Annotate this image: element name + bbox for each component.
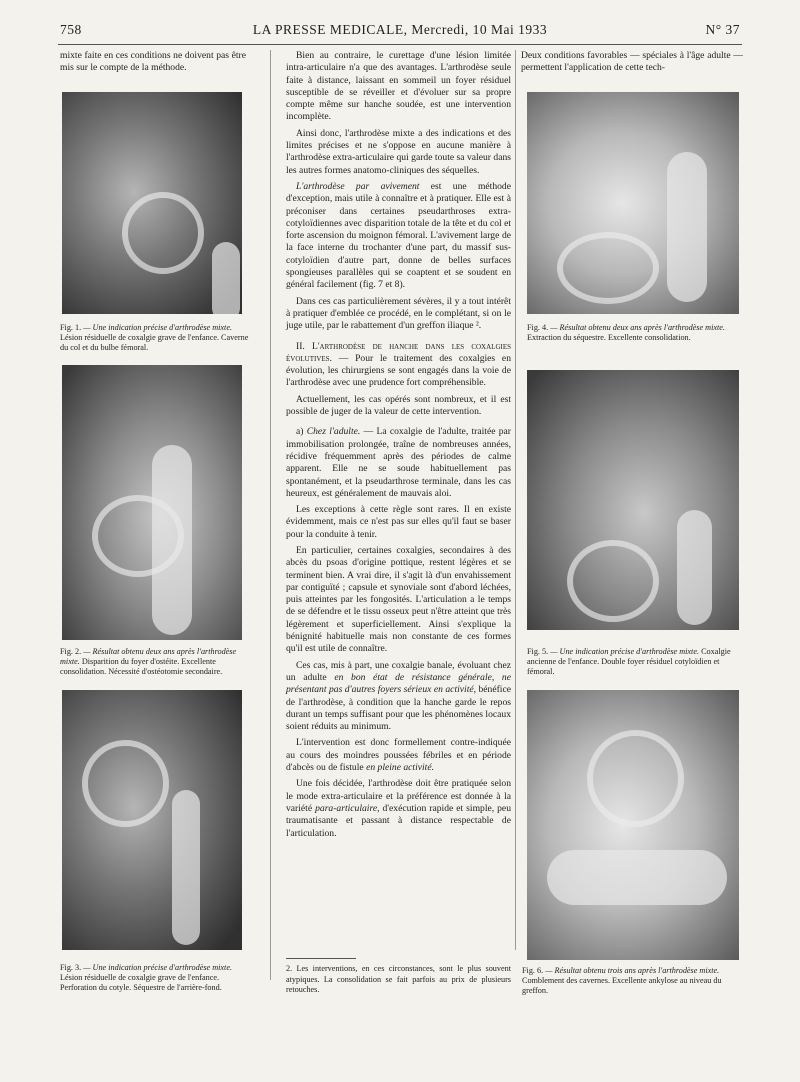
- journal-title: LA PRESSE MEDICALE, Mercredi, 10 Mai 1933: [252, 22, 548, 37]
- figure-3-title: — Une indication précise d'arthrodèse mixte.: [83, 963, 233, 972]
- figure-6-label: Fig. 6.: [522, 966, 544, 975]
- figure-3-caption: [60, 963, 250, 993]
- figure-3-text: Lésion résiduelle de coxalgie grave de l'enfance. Perforation du cotyle. Séquestre de l'arrière-fond.: [60, 973, 222, 992]
- figure-2-xray: [62, 365, 242, 640]
- figure-3-xray: [62, 690, 242, 950]
- header-rule: [58, 44, 742, 45]
- figure-1-caption: [60, 323, 250, 353]
- section-2-heading: II. L'arthrodèse de hanche dans les coxalgies évolutives.: [286, 340, 511, 364]
- figure-2-caption: [60, 647, 250, 677]
- figure-6-xray: [527, 690, 739, 960]
- figure-2-label: Fig. 2.: [60, 647, 82, 656]
- figure-1-text: Lésion résiduelle de coxalgie grave de l'enfance. Caverne du col et du bulbe fémoral.: [60, 333, 249, 352]
- figure-5-title: — Une indication précise d'arthrodèse mixte.: [550, 647, 700, 656]
- figure-5-caption: [527, 647, 742, 677]
- figure-2-text: Disparition du foyer d'ostéite. Excellente consolidation. Nécessité d'ostéotomie secondaire.: [60, 657, 223, 676]
- column-divider-left: [270, 50, 271, 980]
- middle-paragraph-8: En particulier, certaines coxalgies, secondaires à des abcès du psoas d'origine pottique, restent légères et se terminent bien. A vrai dire, il s'agit là d'un envahissement par contiguïté ; capsule et synoviale sont d'abord léchées, puis atteintes par les fongosités. L'articulation a le temps de se défendre et le tissu osseux peut n'être atteint que très légèrement et superficiellement. Ainsi s'explique la bénignité habituelle mais non constante de ces formes qu'il est utile de connaître.: [286, 544, 511, 655]
- middle-paragraph-5: Actuellement, les cas opérés sont nombreux, et il est possible de juger de la valeur de cette intervention.: [286, 393, 511, 418]
- figure-6-title: — Résultat obtenu trois ans après l'arthrodèse mixte.: [545, 966, 720, 975]
- figure-4-caption: [527, 323, 742, 343]
- figure-3-label: Fig. 3.: [60, 963, 82, 972]
- left-intro-text: mixte faite en ces conditions ne doivent pas être mis sur le compte de la méthode.: [60, 50, 246, 74]
- footnote-2: 2. Les interventions, en ces circonstances, sont le plus souvent atypiques. La consolidation se fait parfois au prix de plusieurs retouches.: [286, 964, 511, 994]
- middle-paragraph-2: Ainsi donc, l'arthrodèse mixte a des indications et des limites précises et ne s'oppose en aucune manière à l'arthrodèse extra-articulaire qui garde toute sa valeur dans les autres formes anatomo-cliniques des séquelles.: [286, 127, 511, 176]
- figure-5-text: Coxalgie ancienne de l'enfance. Double foyer résiduel cotyloïdien et fémoral.: [527, 647, 731, 676]
- middle-paragraph-7: Les exceptions à cette règle sont rares. Il en existe évidemment, mais ce n'est pas sur elles qu'il faut se baser pour la conduite à tenir.: [286, 504, 511, 540]
- figure-4-title: — Résultat obtenu deux ans après l'arthrodèse mixte.: [550, 323, 725, 332]
- left-column: [60, 50, 246, 79]
- middle-paragraph-4: Dans ces cas particulièrement sévères, il y a tout intérêt à pratiquer d'emblée ce procédé, en le complétant, si on le juge utile, par le rabattement d'un greffon iliaque ².: [286, 295, 511, 332]
- figure-4-text: Extraction du séquestre. Excellente consolidation.: [527, 333, 691, 342]
- middle-paragraph-6: a) Chez l'adulte. — La coxalgie de l'adulte, traitée par immobilisation prolongée, traîne de nombreuses années, récidive fréquemment après des périodes de calme apparent. Elle ne se soude habituellement pas spontanément, et la pseudarthrose terminale, dans les cas heureux, est généralement de mauvais aloi.: [286, 426, 511, 499]
- figure-5-xray: [527, 370, 739, 630]
- middle-paragraph-10: L'intervention est donc formellement contre-indiquée au cours des moindres poussées fébriles et en période d'abcès ou de fistule en pleine activité.: [286, 737, 511, 774]
- figure-5-label: Fig. 5.: [527, 647, 549, 656]
- figure-6-caption: [522, 966, 742, 996]
- middle-paragraph-11: Une fois décidée, l'arthrodèse doit être pratiquée selon le mode extra-articulaire et la préférence est donnée à la variété para-articulaire, d'exécution rapide et simple, peu traumatisante et passant à distance respectable de l'articulation.: [286, 778, 511, 839]
- middle-column: [286, 50, 511, 844]
- section-2-intro: II. L'arthrodèse de hanche dans les coxalgies évolutives. — Pour le traitement des coxalgies en évolution, les chirurgiens se sont engagés dans la voie de l'arthrodèse avec une prudence fort compréhensible.: [286, 340, 511, 389]
- middle-paragraph-3: L'arthrodèse par avivement est une méthode d'exception, mais utile à connaître et à pratiquer. Elle est à préconiser dans certaines pseudarthroses extra-cotyloïdiennes avec disparition totale de la tête et du col et forte ascension du moignon fémoral. L'avivement large de la face interne du trochanter d'une part, du massif sus-cotyloïdien d'autre part, donne de belles surfaces spongieuses parallèles qui se coaptent et se soudent en général facilement (fig. 7 et 8).: [286, 180, 511, 291]
- adult-subheading: Chez l'adulte.: [306, 426, 361, 438]
- right-intro-text: Deux conditions favorables — spéciales à l'âge adulte — permettent l'application de cette tech-: [521, 50, 743, 74]
- figure-1-label: Fig. 1.: [60, 323, 82, 332]
- column-divider-right: [515, 50, 516, 950]
- avivement-term: L'arthrodèse par avivement: [296, 180, 420, 192]
- middle-paragraph-9: Ces cas, mis à part, une coxalgie banale, évoluant chez un adulte en bon état de résistance générale, ne présentant pas d'autres foyers sérieux en activité, bénéfice de l'arthrodèse, à condition que la hanche garde le repos durant un temps suffisant pour que les phénomènes locaux soient réduits au minimum.: [286, 659, 511, 733]
- figure-4-label: Fig. 4.: [527, 323, 549, 332]
- figure-6-text: Comblement des cavernes. Excellente ankylose au niveau du greffon.: [522, 976, 722, 995]
- page-number: 758: [60, 22, 82, 37]
- footnote-rule: [286, 958, 356, 959]
- figure-1-title: — Une indication précise d'arthrodèse mixte.: [83, 323, 233, 332]
- figure-2-title: — Résultat obtenu deux ans après l'arthrodèse mixte.: [60, 647, 237, 666]
- right-column: [521, 50, 743, 79]
- middle-paragraph-1: Bien au contraire, le curettage d'une lésion limitée intra-articulaire n'a que des avantages. L'arthrodèse seule faite à distance, laissant en sommeil un foyer résiduel susceptible de se réveiller et d'évoluer sur sa propre compte même sur hanche soudée, est une intervention incomplète.: [286, 50, 511, 123]
- issue-number: N° 37: [705, 22, 740, 37]
- running-header: [60, 22, 740, 44]
- figure-4-xray: [527, 92, 739, 314]
- figure-1-xray: [62, 92, 242, 314]
